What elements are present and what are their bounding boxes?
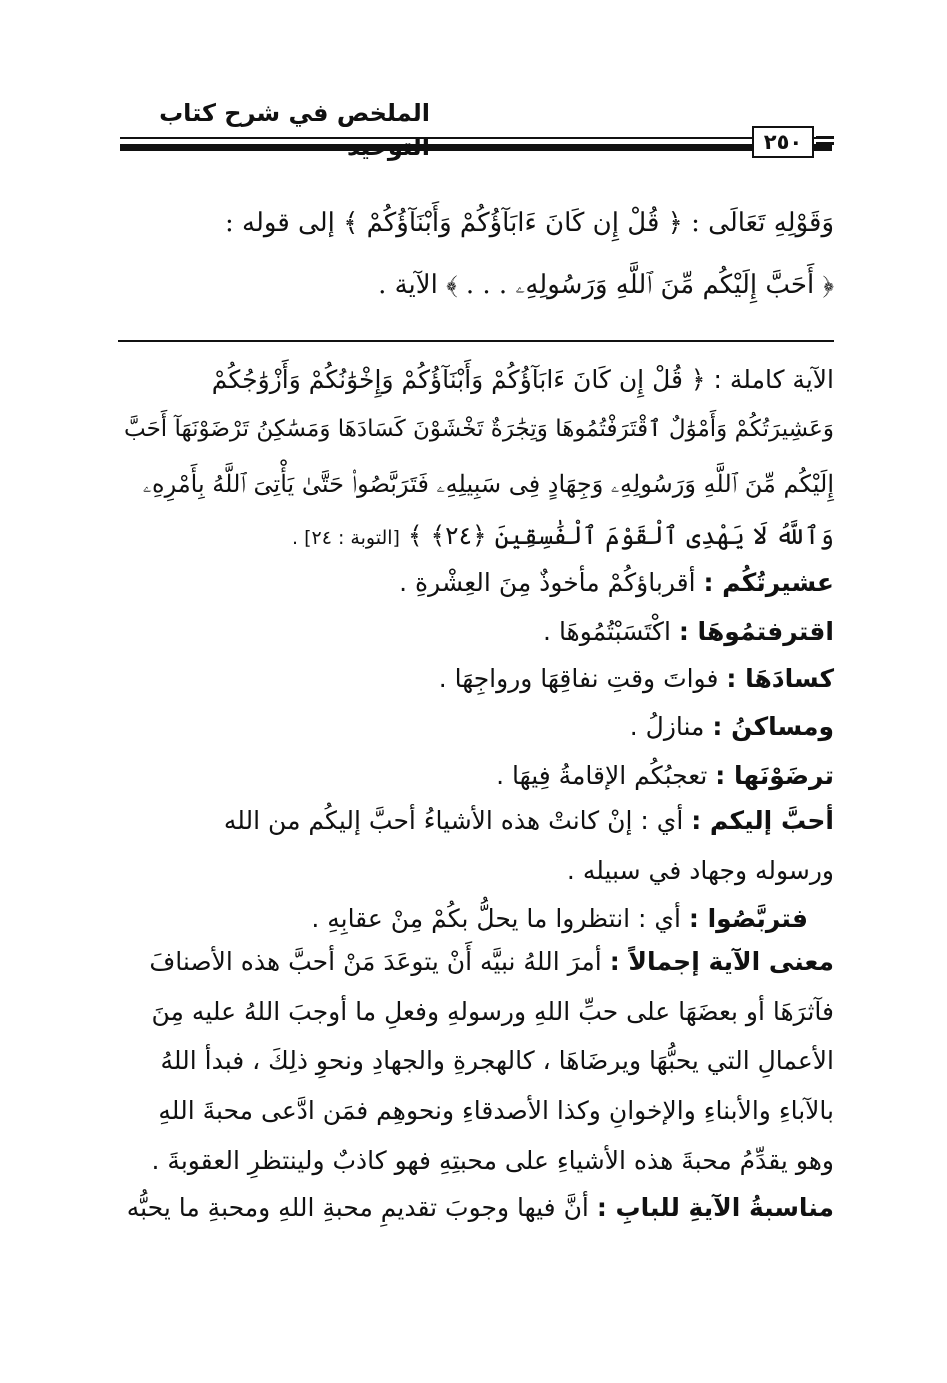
glossary-definition: أقرباؤكُمْ مأخوذٌ مِنَ العِشْرةِ . [399, 568, 696, 597]
ahabb-line [118, 806, 834, 835]
relevance-term: مناسبةُ الآيةِ للبابِ : [596, 1193, 834, 1222]
meaning-text: أمرَ اللهُ نبيَّه أَنْ يتوعَدَ مَنْ أحبَّ هذه الأصنافَ [149, 947, 602, 976]
meaning-line: بالآباءِ والأبناءِ والإخوانِ وكذا الأصدقاءِ ونحوهِم فمَن ادَّعى محبةَ اللهِ [158, 1096, 834, 1125]
ahabb-definition: أي : إنْ كانتْ هذه الأشياءُ أحبَّ إليكُم من الله [223, 806, 684, 835]
glossary-entry [118, 568, 834, 597]
glossary-term: اقترفتمُوهَا : [678, 617, 834, 646]
full-verse-label: الآية كاملة : [713, 365, 834, 394]
ahabb-line: ورسوله وجهاد في سبيله . [566, 856, 834, 885]
meaning-term: معنى الآية إجمالاً : [609, 947, 834, 976]
glossary-definition: فواتَ وقتِ نفاقِهَا ورواجِهَا . [438, 664, 719, 693]
glossary-definition: منازلُ . [629, 712, 705, 741]
glossary-term: كسادَهَا : [726, 664, 834, 693]
meaning-line [118, 947, 834, 976]
verse-text: ﴿ قُلْ إِن كَانَ ءَابَآؤُكُمْ وَأَبْنَآؤُكُمْ وَإِخْوَٰنُكُمْ وَأَزْوَٰجُكُمْ [211, 365, 706, 394]
relevance-text: أنَّ فيها وجوبَ تقديمِ محبةِ اللهِ ومحبةِ ما يحبُّه [126, 1193, 589, 1222]
glossary-term: ترضَوْنَها : [715, 761, 834, 790]
ahabb-term: أحبَّ إليكم : [691, 806, 834, 835]
verse-reference: [التوبة : ٢٤] . [292, 527, 400, 549]
page-number: ٢٥٠ [752, 126, 814, 158]
page-number-tick [816, 136, 834, 139]
header-rule-top [120, 137, 832, 139]
fatarabbasu-entry [118, 904, 808, 933]
full-verse-line [118, 365, 834, 394]
meaning-line: وهو يقدِّمُ محبةَ هذه الأشياءِ على محبتِهِ فهو كاذبٌ ولينتظرِ العقوبةَ . [151, 1146, 834, 1175]
glossary-entry [118, 617, 834, 646]
glossary-term: عشيرتُكُم : [703, 568, 834, 597]
glossary-term: ومساكنُ : [712, 712, 834, 741]
full-verse-line: إِلَيْكُم مِّنَ ٱللَّهِ وَرَسُولِهِۦ وَجِهَادٍ فِى سَبِيلِهِۦ فَتَرَبَّصُوا۟ حَتَّىٰ يَأْتِىَ ٱللَّهُ بِأَمْرِهِۦ [142, 470, 834, 498]
intro-line: وَقَوْلِهِ تَعَالَى : ﴿ قُلْ إِن كَانَ ءَابَآؤُكُمْ وَأَبْنَآؤُكُمْ ﴾ إلى قوله : [225, 208, 834, 238]
meaning-line: الأعمالِ التي يحبُّهَا ويرضَاهَا ، كالهجرةِ والجهادِ ونحوِ ذلِكَ ، فبدأ اللهُ [160, 1046, 834, 1075]
glossary-entry [118, 761, 834, 790]
page-number-tick [816, 142, 834, 145]
relevance-line [118, 1193, 834, 1222]
glossary-entry [118, 664, 834, 693]
running-header-title: الملخص في شرح كتاب [159, 99, 430, 127]
full-verse-line: وَعَشِيرَتُكُمْ وَأَمْوَٰلٌ ٱقْتَرَفْتُمُوهَا وَتِجَٰرَةٌ تَخْشَوْنَ كَسَادَهَا وَمَسَٰكِنُ تَرْضَوْنَهَآ أَحَبَّ [124, 416, 834, 442]
header-rule-bottom [120, 144, 832, 151]
meaning-line: فآثرَهَا أو بعضَهَا على حبِّ اللهِ ورسولهِ وفعلِ ما أوجبَ اللهُ عليه مِنَ [151, 997, 834, 1026]
intro-line: ﴿ أَحَبَّ إِلَيْكُم مِّنَ ٱللَّهِ وَرَسُولِهِۦ . . . ﴾ الآية . [378, 270, 834, 300]
glossary-definition: تعجبُكُم الإقامةُ فِيهَا . [496, 761, 708, 790]
fatarabbasu-term: فتربَّصُوا : [688, 904, 808, 933]
glossary-entry [118, 712, 834, 741]
verse-text: وَٱللَّهُ لَا يَهْدِى ٱلْقَوْمَ ٱلْفَٰسِقِينَ ﴿٢٤﴾ ﴾ [407, 521, 834, 550]
fatarabbasu-definition: أي : انتظروا ما يحلُّ بكُمْ مِنْ عقابِهِ . [311, 904, 681, 933]
footnote-divider [118, 340, 834, 342]
glossary-definition: اكْتَسَبْتُمُوهَا . [543, 617, 671, 646]
full-verse-line [118, 521, 834, 550]
